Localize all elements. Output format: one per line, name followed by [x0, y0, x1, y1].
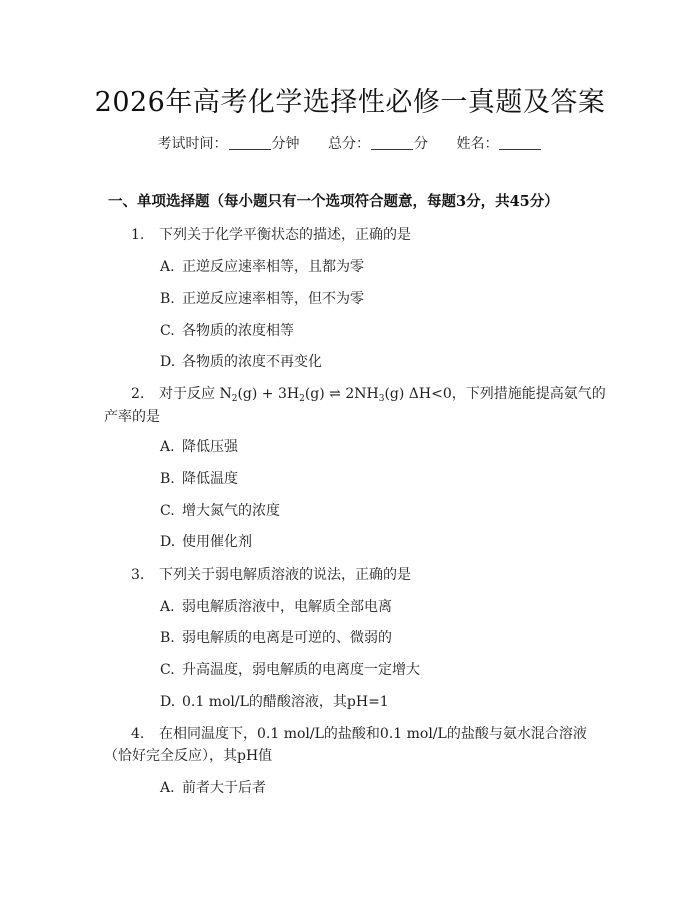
q3-option-d — [160, 691, 389, 711]
option-text: 降低压强 — [182, 439, 238, 455]
option-letter: A. — [160, 439, 175, 455]
option-text: 增大氮气的浓度 — [182, 503, 280, 519]
option-letter: D. — [160, 694, 176, 710]
name-blank — [499, 135, 541, 150]
q3-option-a — [160, 596, 392, 616]
question-1-stem — [131, 224, 411, 244]
question-text: 下列关于弱电解质溶液的说法，正确的是 — [159, 567, 411, 583]
exam-time-unit: 分钟 — [271, 136, 300, 152]
question-number: 2. — [131, 386, 145, 402]
q1-option-b — [160, 288, 364, 308]
option-text: 正逆反应速率相等，但不为零 — [182, 291, 364, 307]
q1-option-d — [160, 351, 322, 371]
option-letter: A. — [160, 259, 175, 275]
question-text-part: (g) ΔH<0，下列措施能提高氨气的 — [384, 386, 606, 402]
option-letter: B. — [160, 630, 175, 646]
question-text-part: (g) ⇌ 2NH — [304, 386, 379, 402]
option-text: 前者大于后者 — [182, 780, 266, 796]
option-letter: C. — [160, 503, 175, 519]
question-text-part: (g) + 3H — [237, 386, 300, 402]
total-score-field — [328, 136, 432, 152]
option-letter: D. — [160, 534, 176, 550]
option-text: 使用催化剂 — [182, 534, 252, 550]
question-number: 1. — [131, 227, 145, 243]
subscript: 3 — [378, 394, 385, 404]
question-4-stem-line2: （恰好完全反应），其pH值 — [104, 748, 273, 764]
option-letter: D. — [160, 354, 176, 370]
question-text: 在相同温度下，0.1 mol/L的盐酸和0.1 mol/L的盐酸与氨水混合溶液 — [159, 726, 587, 742]
option-text: 降低温度 — [182, 471, 238, 487]
option-letter: A. — [160, 780, 175, 796]
question-text-part: 对于反应 N — [159, 386, 232, 402]
q3-option-b — [160, 627, 392, 647]
option-text: 各物质的浓度相等 — [182, 323, 294, 339]
option-text: 0.1 mol/L的醋酸溶液，其pH=1 — [182, 694, 389, 710]
total-score-label: 总分： — [328, 136, 370, 152]
exam-time-blank — [229, 135, 271, 150]
q3-option-c — [160, 659, 420, 679]
option-letter: C. — [160, 323, 175, 339]
option-text: 弱电解质溶液中，电解质全部电离 — [182, 599, 392, 615]
subscript: 2 — [299, 394, 305, 404]
q2-option-c — [160, 500, 280, 520]
option-letter: B. — [160, 471, 175, 487]
question-4-stem — [131, 723, 587, 743]
q1-option-c — [160, 320, 294, 340]
name-label: 姓名： — [456, 136, 499, 152]
total-score-blank — [371, 135, 413, 150]
option-letter: B. — [160, 291, 175, 307]
q2-option-d — [160, 531, 252, 551]
exam-time-field — [158, 136, 304, 152]
section-heading: 一、单项选择题（每小题只有一个选项符合题意，每题3分，共45分） — [108, 193, 559, 210]
option-text: 各物质的浓度不再变化 — [182, 354, 322, 370]
q1-option-a — [160, 256, 364, 276]
option-text: 升高温度，弱电解质的电离度一定增大 — [182, 662, 420, 678]
option-letter: C. — [160, 662, 175, 678]
option-text: 弱电解质的电离是可逆的、微弱的 — [182, 630, 392, 646]
option-letter: A. — [160, 599, 175, 615]
question-number: 4. — [131, 726, 145, 742]
q2-option-b — [160, 468, 238, 488]
option-text: 正逆反应速率相等，且都为零 — [182, 259, 364, 275]
total-score-unit: 分 — [414, 136, 428, 152]
exam-meta-line — [0, 133, 700, 153]
exam-time-label: 考试时间： — [157, 136, 228, 152]
question-number: 3. — [131, 567, 145, 583]
document-title: 2026年高考化学选择性必修一真题及答案 — [94, 87, 606, 118]
question-2-stem-line2: 产率的是 — [104, 409, 160, 425]
question-3-stem — [131, 564, 411, 584]
question-2-stem — [131, 383, 606, 404]
name-field — [456, 136, 542, 152]
question-text: 下列关于化学平衡状态的描述，正确的是 — [159, 227, 411, 243]
q2-option-a — [160, 436, 238, 456]
subscript: 2 — [231, 394, 238, 404]
q4-option-a — [160, 777, 266, 797]
